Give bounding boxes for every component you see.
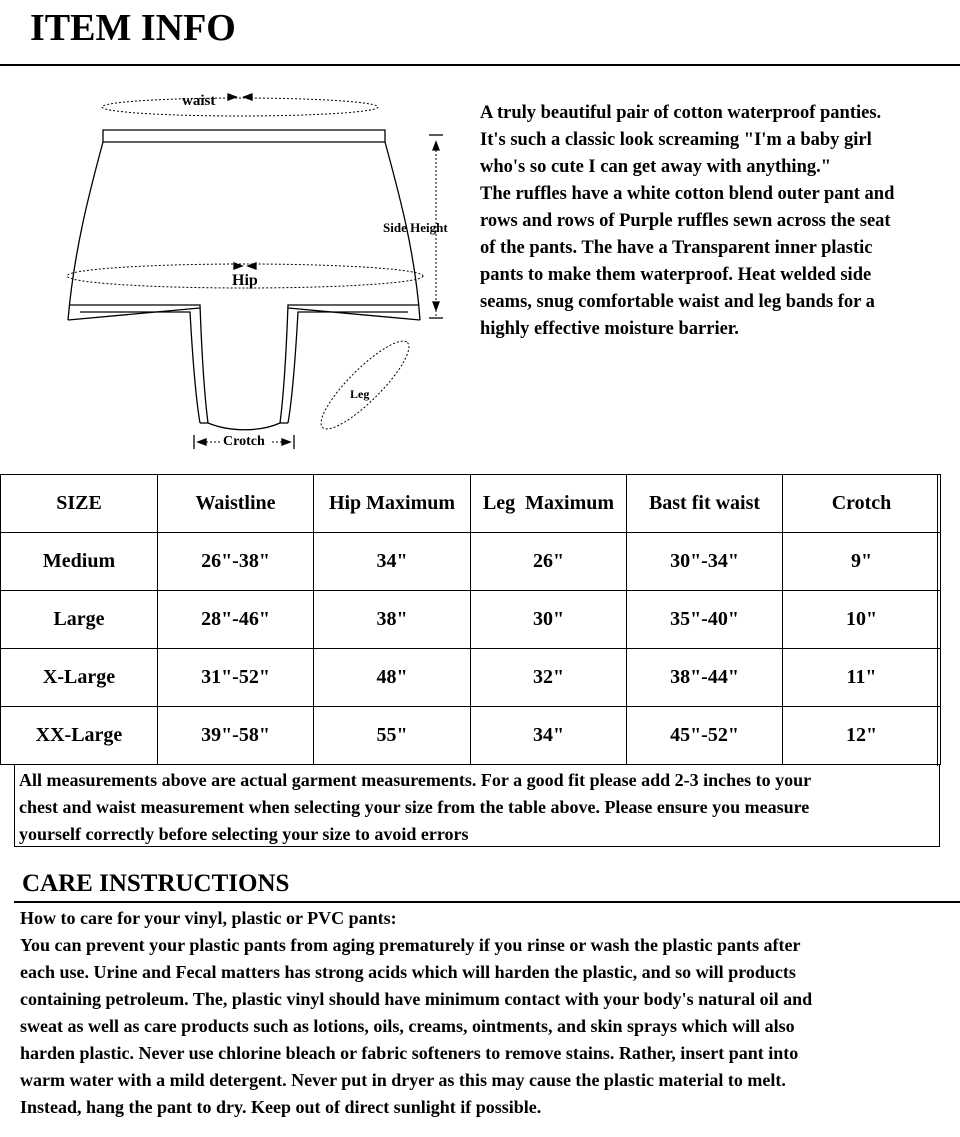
care-line: How to care for your vinyl, plastic or PVC pants: — [20, 908, 397, 928]
note-line: All measurements above are actual garment measurements. For a good fit please add 2-3 inches to your — [19, 770, 812, 790]
right-leg-outer — [280, 305, 418, 423]
cell-crotch: 11" — [783, 649, 941, 707]
description-line: A truly beautiful pair of cotton waterproof panties. — [480, 103, 882, 123]
note-line: yourself correctly before selecting your size to avoid errors — [19, 824, 469, 844]
care-instructions — [20, 905, 955, 1121]
care-line: containing petroleum. The, plastic vinyl should have minimum contact with your body's natural oil and — [20, 989, 813, 1009]
leg-guide — [311, 331, 418, 438]
table-row — [1, 533, 941, 591]
care-line: Instead, hang the pant to dry. Keep out of direct sunlight if possible. — [20, 1097, 542, 1117]
description-line: seams, snug comfortable waist and leg bands for a — [480, 292, 875, 312]
cell-waistline: 26"-38" — [158, 533, 314, 591]
header-leg-maximum: Leg Maximum — [471, 475, 627, 533]
size-chart-table — [0, 474, 941, 765]
table-row — [1, 649, 941, 707]
header-hip-maximum: Hip Maximum — [314, 475, 471, 533]
waist-guide — [102, 98, 378, 116]
description-line: rows and rows of Purple ruffles sewn across the seat — [480, 211, 891, 231]
measurement-note — [14, 765, 940, 847]
care-line: warm water with a mild detergent. Never put in dryer as this may cause the plastic material to melt. — [20, 1070, 786, 1090]
leg-label: Leg — [350, 387, 370, 401]
table-header-row — [1, 475, 941, 533]
header-divider — [0, 64, 960, 66]
cell-leg: 32" — [471, 649, 627, 707]
care-line: sweat as well as care products such as lotions, oils, creams, ointments, and skin sprays which will also — [20, 1016, 795, 1036]
cell-fit-waist: 30"-34" — [627, 533, 783, 591]
header-size: SIZE — [1, 475, 158, 533]
waist-label: waist — [182, 93, 216, 109]
right-leg-inner — [288, 312, 408, 423]
cell-size: X-Large — [1, 649, 158, 707]
side-height-label: Side Height — [383, 220, 448, 235]
description-line: highly effective moisture barrier. — [480, 319, 739, 339]
header-crotch: Crotch — [783, 475, 941, 533]
cell-fit-waist: 38"-44" — [627, 649, 783, 707]
cell-size: Medium — [1, 533, 158, 591]
page-title: ITEM INFO — [30, 7, 236, 49]
cell-hip: 34" — [314, 533, 471, 591]
cell-crotch: 9" — [783, 533, 941, 591]
care-line: harden plastic. Never use chlorine bleach or fabric softeners to remove stains. Rather, insert pant into — [20, 1043, 799, 1063]
left-leg-outer — [70, 305, 208, 423]
cell-leg: 30" — [471, 591, 627, 649]
cell-fit-waist: 35"-40" — [627, 591, 783, 649]
left-side-outline — [68, 142, 103, 320]
description-line: who's so cute I can get away with anything." — [480, 157, 832, 177]
crotch-outline — [208, 423, 280, 430]
description-line: It's such a classic look screaming "I'm a baby girl — [480, 130, 872, 150]
description-line: The ruffles have a white cotton blend outer pant and — [480, 184, 895, 204]
cell-waistline: 31"-52" — [158, 649, 314, 707]
header-bast-fit-waist: Bast fit waist — [627, 475, 783, 533]
product-description — [480, 100, 950, 343]
description-line: of the pants. The have a Transparent inner plastic — [480, 238, 873, 258]
cell-crotch: 10" — [783, 591, 941, 649]
cell-hip: 55" — [314, 707, 471, 765]
table-row — [1, 591, 941, 649]
cell-waistline: 39"-58" — [158, 707, 314, 765]
care-line: You can prevent your plastic pants from aging prematurely if you rinse or wash the plastic pants after — [20, 935, 801, 955]
waistband-outline — [103, 130, 385, 142]
right-hem-outline — [288, 308, 420, 320]
cell-fit-waist: 45"-52" — [627, 707, 783, 765]
care-section-title: CARE INSTRUCTIONS — [22, 870, 290, 897]
cell-hip: 48" — [314, 649, 471, 707]
description-line: pants to make them waterproof. Heat welded side — [480, 265, 872, 285]
care-divider — [14, 901, 960, 903]
cell-size: Large — [1, 591, 158, 649]
left-leg-inner — [80, 312, 200, 423]
cell-waistline: 28"-46" — [158, 591, 314, 649]
note-line: chest and waist measurement when selecting your size from the table above. Please ensure you measure — [19, 797, 810, 817]
cell-hip: 38" — [314, 591, 471, 649]
cell-leg: 34" — [471, 707, 627, 765]
header-waistline: Waistline — [158, 475, 314, 533]
cell-crotch: 12" — [783, 707, 941, 765]
cell-leg: 26" — [471, 533, 627, 591]
left-hem-outline — [68, 308, 200, 320]
cell-size: XX-Large — [1, 707, 158, 765]
garment-diagram — [60, 80, 470, 460]
care-line: each use. Urine and Fecal matters has strong acids which will harden the plastic, and so will products — [20, 962, 796, 982]
table-right-border — [937, 474, 938, 766]
crotch-label: Crotch — [223, 434, 265, 449]
table-row — [1, 707, 941, 765]
hip-label: Hip — [232, 272, 258, 289]
